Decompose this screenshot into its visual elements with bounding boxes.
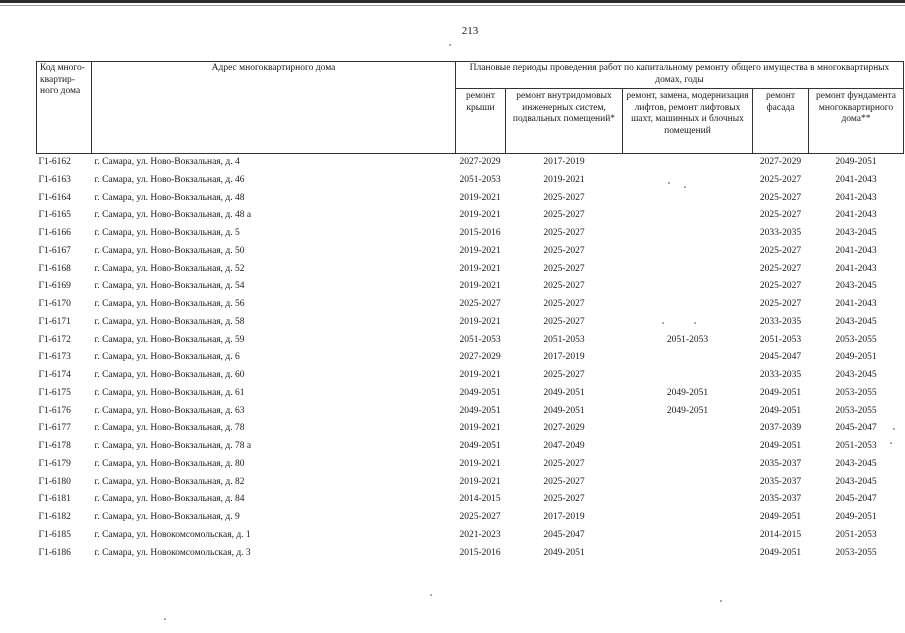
table-header-row (37, 62, 904, 89)
cell-facade: 2025-2027 (759, 174, 802, 185)
cell-address: г. Самара, ул. Ново-Вокзальная, д. 46 (94, 174, 245, 185)
cell-code: Г1-6176 (38, 405, 71, 416)
cell-foundation: 2043-2045 (835, 458, 877, 469)
cell-facade: 2049-2051 (759, 387, 802, 398)
cell-engineering: 2025-2027 (543, 281, 585, 292)
cell-elevators (623, 278, 753, 296)
cell-code: Г1-6178 (38, 441, 71, 452)
cell-code: Г1-6182 (38, 512, 71, 523)
table-row (37, 261, 904, 279)
table-row (37, 225, 904, 243)
cell-facade: 2037-2039 (759, 423, 802, 434)
cell-engineering: 2017-2019 (543, 512, 585, 523)
cell-elevators (623, 207, 753, 225)
cell-facade: 2049-2051 (759, 547, 802, 558)
table-row (37, 420, 904, 438)
cell-roof: 2027-2029 (459, 352, 501, 363)
cell-code: Г1-6165 (38, 210, 71, 221)
cell-address: г. Самара, ул. Новокомсомольская, д. 1 (94, 529, 251, 540)
cell-elevators: 2049-2051 (666, 387, 709, 398)
table-row (37, 385, 904, 403)
cell-address: г. Самара, ул. Ново-Вокзальная, д. 82 (94, 476, 245, 487)
cell-code: Г1-6170 (38, 299, 71, 310)
cell-engineering: 2045-2047 (543, 529, 585, 540)
cell-engineering: 2049-2051 (543, 547, 585, 558)
table-row (37, 527, 904, 545)
cell-foundation: 2051-2053 (835, 529, 877, 540)
top-border-line-secondary (0, 5, 905, 6)
cell-address: г. Самара, ул. Ново-Вокзальная, д. 54 (94, 281, 245, 292)
scan-speck (164, 618, 166, 620)
cell-elevators (623, 225, 753, 243)
cell-facade: 2025-2027 (759, 210, 802, 221)
table-row (37, 172, 904, 190)
table-row (37, 314, 904, 332)
cell-code: Г1-6167 (38, 245, 71, 256)
cell-facade: 2049-2051 (759, 512, 802, 523)
cell-foundation: 2043-2045 (835, 370, 877, 381)
scan-speck (720, 600, 722, 602)
cell-code: Г1-6166 (38, 228, 71, 239)
cell-roof: 2019-2021 (459, 263, 501, 274)
header-elevators: ремонт, замена, модернизация лифтов, ремонт лифтовых шахт, машинных и блочных помещений (623, 89, 753, 154)
cell-foundation: 2041-2043 (835, 263, 877, 274)
cell-foundation: 2041-2043 (835, 210, 877, 221)
cell-facade: 2025-2027 (759, 299, 802, 310)
cell-facade: 2014-2015 (759, 529, 802, 540)
cell-elevators (623, 172, 753, 190)
header-engineering: ремонт внутридомовых инженерных систем, подвальных помещений* (506, 89, 623, 154)
page-number: 213 (461, 25, 479, 37)
cell-facade: 2033-2035 (759, 370, 802, 381)
cell-engineering: 2049-2051 (543, 387, 585, 398)
cell-roof: 2025-2027 (459, 299, 501, 310)
cell-facade: 2051-2053 (759, 334, 802, 345)
cell-code: Г1-6174 (38, 370, 71, 381)
cell-elevators (623, 243, 753, 261)
cell-code: Г1-6162 (38, 157, 71, 168)
cell-engineering: 2047-2049 (543, 441, 585, 452)
header-periods-group: Плановые периоды проведения работ по капитальному ремонту общего имущества в многоквартирных домах, годы (456, 62, 904, 89)
cell-roof: 2025-2027 (459, 512, 501, 523)
cell-engineering: 2025-2027 (543, 245, 585, 256)
cell-engineering: 2025-2027 (543, 263, 585, 274)
cell-code: Г1-6175 (38, 387, 71, 398)
cell-engineering: 2025-2027 (543, 476, 585, 487)
cell-code: Г1-6168 (38, 263, 71, 274)
table-row (37, 509, 904, 527)
cell-facade: 2025-2027 (759, 192, 802, 203)
table-row (37, 207, 904, 225)
header-code: Код много-квартир-ного дома (37, 62, 92, 154)
cell-roof: 2019-2021 (459, 476, 501, 487)
cell-foundation: 2041-2043 (835, 245, 877, 256)
cell-elevators (623, 314, 753, 332)
repair-schedule-table (36, 61, 904, 562)
table-row (37, 456, 904, 474)
cell-address: г. Самара, ул. Ново-Вокзальная, д. 52 (94, 263, 245, 274)
cell-foundation: 2041-2043 (835, 299, 877, 310)
cell-code: Г1-6179 (38, 458, 71, 469)
cell-code: Г1-6172 (38, 334, 71, 345)
cell-facade: 2033-2035 (759, 228, 802, 239)
cell-foundation: 2041-2043 (835, 192, 877, 203)
cell-engineering: 2025-2027 (543, 299, 585, 310)
cell-roof: 2019-2021 (459, 245, 501, 256)
cell-facade: 2045-2047 (759, 352, 802, 363)
cell-address: г. Самара, ул. Новокомсомольская, д. 3 (94, 547, 251, 558)
cell-elevators (623, 349, 753, 367)
table-body (37, 154, 904, 563)
table-row (37, 190, 904, 208)
cell-facade: 2033-2035 (759, 316, 802, 327)
cell-code: Г1-6186 (38, 547, 71, 558)
cell-facade: 2025-2027 (759, 263, 802, 274)
cell-foundation: 2043-2045 (835, 316, 877, 327)
cell-facade: 2035-2037 (759, 476, 802, 487)
cell-address: г. Самара, ул. Ново-Вокзальная, д. 78 а (94, 441, 252, 452)
cell-elevators (623, 545, 753, 563)
table-row (37, 491, 904, 509)
cell-elevators (623, 420, 753, 438)
cell-roof: 2051-2053 (459, 334, 501, 345)
cell-foundation: 2049-2051 (835, 157, 877, 168)
scan-speck (449, 44, 451, 46)
table-row (37, 278, 904, 296)
cell-facade: 2025-2027 (759, 245, 802, 256)
cell-foundation: 2043-2045 (835, 228, 877, 239)
cell-code: Г1-6181 (38, 494, 71, 505)
cell-code: Г1-6185 (38, 529, 71, 540)
cell-address: г. Самара, ул. Ново-Вокзальная, д. 63 (94, 405, 245, 416)
cell-elevators (623, 456, 753, 474)
cell-foundation: 2045-2047 (835, 494, 877, 505)
table-row (37, 545, 904, 563)
cell-foundation: 2053-2055 (835, 387, 877, 398)
repair-schedule-table-container (36, 61, 904, 562)
scan-speck (430, 594, 432, 596)
cell-foundation: 2045-2047 (835, 423, 877, 434)
table-row (37, 403, 904, 421)
table-row (37, 296, 904, 314)
cell-engineering: 2051-2053 (543, 334, 585, 345)
cell-address: г. Самара, ул. Ново-Вокзальная, д. 56 (94, 299, 245, 310)
cell-foundation: 2041-2043 (835, 174, 877, 185)
cell-address: г. Самара, ул. Ново-Вокзальная, д. 48 а (94, 210, 252, 221)
cell-roof: 2049-2051 (459, 441, 501, 452)
cell-roof: 2049-2051 (459, 387, 501, 398)
cell-roof: 2019-2021 (459, 281, 501, 292)
cell-address: г. Самара, ул. Ново-Вокзальная, д. 78 (94, 423, 245, 434)
cell-elevators: 2051-2053 (666, 334, 709, 345)
cell-engineering: 2027-2029 (543, 423, 585, 434)
cell-facade: 2049-2051 (759, 405, 802, 416)
cell-roof: 2027-2029 (459, 157, 501, 168)
cell-engineering: 2025-2027 (543, 494, 585, 505)
header-roof: ремонт крыши (456, 89, 506, 154)
cell-elevators: 2049-2051 (666, 405, 709, 416)
cell-code: Г1-6164 (38, 192, 71, 203)
cell-foundation: 2051-2053 (835, 441, 877, 452)
cell-roof: 2019-2021 (459, 210, 501, 221)
cell-foundation: 2049-2051 (835, 512, 877, 523)
cell-foundation: 2049-2051 (835, 352, 877, 363)
cell-elevators (623, 367, 753, 385)
table-row (37, 243, 904, 261)
cell-foundation: 2053-2055 (835, 405, 877, 416)
cell-elevators (623, 261, 753, 279)
cell-engineering: 2025-2027 (543, 210, 585, 221)
table-row (37, 474, 904, 492)
cell-elevators (623, 190, 753, 208)
cell-roof: 2015-2016 (459, 547, 501, 558)
cell-roof: 2051-2053 (459, 174, 501, 185)
cell-foundation: 2053-2055 (835, 334, 877, 345)
cell-address: г. Самара, ул. Ново-Вокзальная, д. 80 (94, 458, 245, 469)
cell-elevators (623, 491, 753, 509)
cell-engineering: 2025-2027 (543, 316, 585, 327)
table-row (37, 349, 904, 367)
table-row (37, 154, 904, 172)
cell-address: г. Самара, ул. Ново-Вокзальная, д. 58 (94, 316, 245, 327)
cell-engineering: 2049-2051 (543, 405, 585, 416)
cell-address: г. Самара, ул. Ново-Вокзальная, д. 50 (94, 245, 245, 256)
cell-address: г. Самара, ул. Ново-Вокзальная, д. 9 (94, 512, 240, 523)
cell-address: г. Самара, ул. Ново-Вокзальная, д. 60 (94, 370, 245, 381)
table-row (37, 332, 904, 350)
cell-facade: 2025-2027 (759, 281, 802, 292)
cell-elevators (623, 527, 753, 545)
cell-roof: 2019-2021 (459, 458, 501, 469)
cell-engineering: 2017-2019 (543, 157, 585, 168)
cell-address: г. Самара, ул. Ново-Вокзальная, д. 4 (94, 157, 240, 168)
cell-roof: 2014-2015 (459, 494, 501, 505)
top-border-line (0, 0, 905, 3)
cell-facade: 2049-2051 (759, 441, 802, 452)
cell-engineering: 2025-2027 (543, 228, 585, 239)
cell-foundation: 2053-2055 (835, 547, 877, 558)
cell-code: Г1-6180 (38, 476, 71, 487)
cell-elevators (623, 154, 753, 172)
cell-facade: 2027-2029 (759, 157, 802, 168)
cell-facade: 2035-2037 (759, 458, 802, 469)
cell-address: г. Самара, ул. Ново-Вокзальная, д. 84 (94, 494, 245, 505)
header-address: Адрес многоквартирного дома (92, 62, 456, 154)
cell-roof: 2019-2021 (459, 370, 501, 381)
cell-code: Г1-6171 (38, 316, 71, 327)
cell-roof: 2049-2051 (459, 405, 501, 416)
header-foundation: ремонт фундамента многоквартирного дома** (809, 89, 904, 154)
cell-elevators (623, 509, 753, 527)
cell-address: г. Самара, ул. Ново-Вокзальная, д. 59 (94, 334, 245, 345)
cell-engineering: 2025-2027 (543, 192, 585, 203)
cell-address: г. Самара, ул. Ново-Вокзальная, д. 61 (94, 387, 245, 398)
cell-foundation: 2043-2045 (835, 281, 877, 292)
cell-address: г. Самара, ул. Ново-Вокзальная, д. 6 (94, 352, 240, 363)
cell-foundation: 2043-2045 (835, 476, 877, 487)
cell-code: Г1-6173 (38, 352, 71, 363)
cell-roof: 2015-2016 (459, 228, 501, 239)
cell-engineering: 2019-2021 (543, 174, 585, 185)
cell-roof: 2019-2021 (459, 423, 501, 434)
cell-engineering: 2025-2027 (543, 370, 585, 381)
cell-elevators (623, 474, 753, 492)
cell-code: Г1-6169 (38, 281, 71, 292)
cell-address: г. Самара, ул. Ново-Вокзальная, д. 48 (94, 192, 245, 203)
header-facade: ремонт фасада (753, 89, 809, 154)
cell-elevators (623, 438, 753, 456)
cell-engineering: 2017-2019 (543, 352, 585, 363)
cell-roof: 2019-2021 (459, 316, 501, 327)
cell-address: г. Самара, ул. Ново-Вокзальная, д. 5 (94, 228, 240, 239)
table-row (37, 438, 904, 456)
cell-code: Г1-6163 (38, 174, 71, 185)
cell-facade: 2035-2037 (759, 494, 802, 505)
cell-roof: 2021-2023 (459, 529, 501, 540)
cell-elevators (623, 296, 753, 314)
table-row (37, 367, 904, 385)
cell-engineering: 2025-2027 (543, 458, 585, 469)
cell-roof: 2019-2021 (459, 192, 501, 203)
cell-code: Г1-6177 (38, 423, 71, 434)
